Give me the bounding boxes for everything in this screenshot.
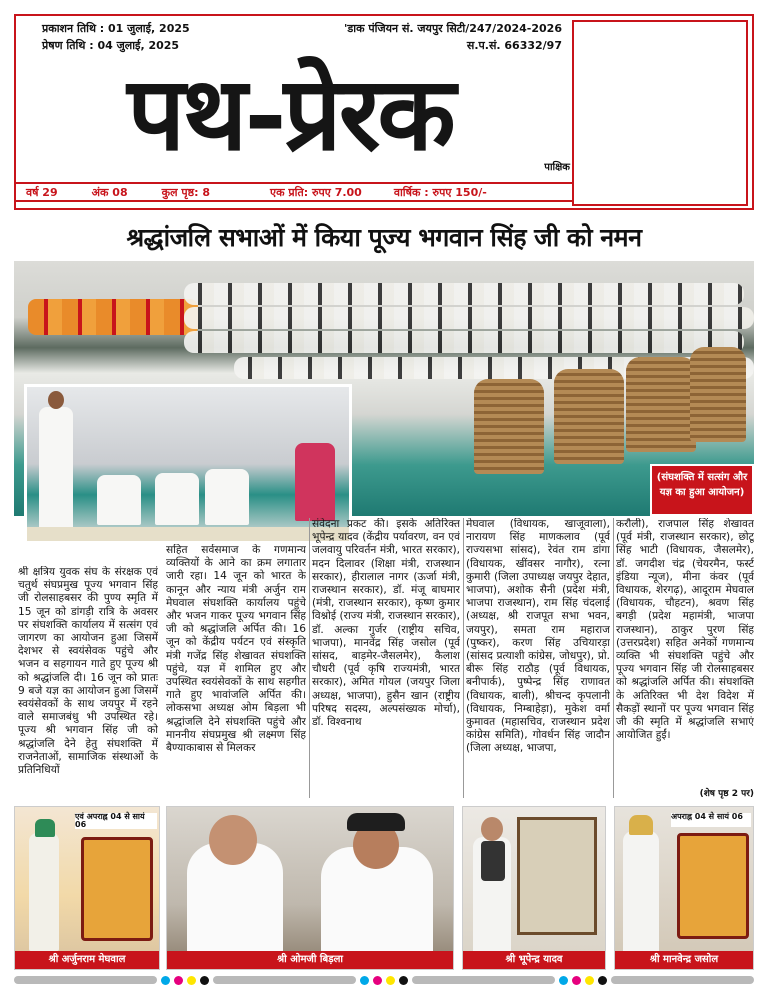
- photo-seated-person: [97, 475, 141, 525]
- photo-crowd-row: [184, 283, 744, 305]
- bottom-photo-3: [462, 806, 606, 970]
- bottom-photo-caption: श्री ओमजी बिड़ला: [167, 951, 453, 969]
- footer-rule: [611, 976, 754, 984]
- footer-rule: [14, 976, 157, 984]
- footer-rule: [213, 976, 356, 984]
- photo-crowd-row: [184, 307, 754, 329]
- footer-rule: [412, 976, 555, 984]
- magenta-dot: [174, 976, 183, 985]
- newspaper-title: पथ-प्रेरक: [127, 54, 453, 174]
- bottom-photo-caption: श्री भूपेन्द्र यादव: [463, 951, 605, 969]
- info-pages: कुल पृष्ठ: 8: [161, 185, 210, 199]
- info-annual: वार्षिक : रुपए 150/-: [393, 185, 487, 199]
- photo-person-head: [48, 391, 64, 409]
- photo-chair: [690, 347, 746, 442]
- article-column-4: मेघवाल (विधायक, खाजूवाला), नारायण सिंह माणकलाव (पूर्व राज्यसभा सांसद), रेवंत राम डांगा (विधायक, खींवसर नागौर), रत्ना कुमारी (जिला उपाध्यक्ष जयपुर देहात, भाजपा), अशोक सैनी (प्रदेश मंत्री, भाजपा राजस्थान), राम सिंह चंदलाई (अध्यक्ष, श्री राजपूत सभा भवन, जयपुर), समता राम महाराज (पुष्कर), करण सिंह उचियारड़ा (सांसद प्रत्याशी कांग्रेस, जोधपुर), प्रो. बीरू सिंह राठौड़ (पूर्व विधायक, बनीपार्क), पुष्पेन्द्र सिंह राणावत (विधायक, बाली), श्रीचन्द कृपलानी (विधायक, निम्बाहेड़ा), मुकेश वर्मा कुमावत (महासचिव, राजस्थान प्रदेश कांग्रेस समिति), गोवर्धन सिंह जादौन (जिला अध्यक्ष, भाजपा,: [466, 518, 610, 755]
- photo-seated-person: [205, 469, 249, 525]
- continued-note: (शेष पृष्ठ 2 पर): [699, 789, 754, 799]
- masthead-top: [16, 16, 572, 176]
- photo-women-row: [28, 299, 198, 335]
- publish-date: प्रकाशन तिथि : 01 जुलाई, 2025: [42, 22, 190, 35]
- article-column-3: संवेदना प्रकट की। इसके अतिरिक्त भूपेन्द्र यादव (केंद्रीय पर्यावरण, वन एवं जलवायु परिवर्तन मंत्री, भारत सरकार), मदन दिलावर (शिक्षा मंत्री, राजस्थान सरकार), हीरालाल नागर (ऊर्जा मंत्री, राजस्थान सरकार), डॉ. मंजू बाघमार (मंत्री, राजस्थान सरकार), कृष्ण कुमार विश्नोई (राज्य मंत्री, राजस्थान सरकार), डॉ. अल्का गुर्जर (राष्ट्रीय सचिव, भाजपा), मानवेंद्र सिंह जसोल (पूर्व सांसद, बाड़मेर-जैसलमेर), कैलाश चौधरी (पूर्व कृषि राज्यमंत्री, भारत सरकार), अमित गोयल (जयपुर जिला अध्यक्ष, भाजपा), हुसैन खान (राष्ट्रीय परिषद सदस्य, अल्पसंख्यक मोर्चा), डॉ. विश्वनाथ: [312, 518, 460, 729]
- photo-floor-mat: [27, 527, 349, 541]
- map-frame: [517, 817, 597, 935]
- column-divider: [463, 518, 464, 798]
- postal-registration: 'डाक पंजियन सं. जयपुर सिटी/247/2024-2026: [344, 22, 562, 35]
- photo-person: [29, 833, 59, 951]
- photo-chair: [474, 379, 544, 474]
- column-divider: [613, 518, 614, 798]
- column-divider: [309, 518, 310, 798]
- turban-icon: [629, 815, 653, 835]
- info-issue: अंक 08: [91, 185, 128, 199]
- footer-bar: [14, 974, 754, 986]
- banner-text: अपराह्न 04 से सायं 06: [671, 813, 751, 827]
- cap-icon: [347, 813, 405, 831]
- info-year: वर्ष 29: [26, 185, 58, 199]
- cyan-dot: [360, 976, 369, 985]
- bottom-photo-4: [614, 806, 754, 970]
- magenta-dot: [373, 976, 382, 985]
- headline: श्रद्धांजलि सभाओं में किया पूज्य भगवान सिंह जी को नमन: [126, 223, 642, 252]
- inset-photo: [24, 384, 352, 544]
- photo-person-head: [209, 815, 257, 865]
- photo-jacket: [481, 841, 505, 881]
- photo-crowd-row: [184, 331, 744, 353]
- bottom-photo-caption: श्री अर्जुनराम मेघवाल: [15, 951, 159, 969]
- photo-chair: [626, 357, 696, 452]
- rni-number: स.प.सं. 66332/97: [466, 39, 562, 52]
- dispatch-date: प्रेषण तिथि : 04 जुलाई, 2025: [42, 39, 180, 52]
- photo-speaker: [39, 407, 73, 533]
- main-photo-caption: (संघशक्ति में सत्संग और यज्ञ का हुआ आयोजन): [650, 464, 754, 516]
- black-dot: [399, 976, 408, 985]
- article-column-2: सहित सर्वसमाज के गणमान्य व्यक्तियों के आने का क्रम लगातार जारी रहा। 14 जून को भारत के कानून और न्याय मंत्री अर्जुन राम मेघवाल संघशक्ति कार्यालय पहुंचे और भजन गाकर पूज्य भगवान सिंह जी को श्रद्धांजलि अर्पित की। 16 जून को केंद्रीय पर्यटन एवं संस्कृति मंत्री गजेंद्र सिंह शेखावत संघशक्ति पहुंचे, यज्ञ में शामिल हुए और उपस्थित स्वयंसेवकों के साथ सहगीत गाते हुए भावांजलि अर्पित की। लोकसभा अध्यक्ष ओम बिड़ला भी श्रद्धांजलि देने संघशक्ति पहुंचे और माननीय संघप्रमुख श्री लक्ष्मण सिंह बैण्याकाबास से मिलकर: [166, 544, 306, 755]
- bottom-photo-caption: श्री मानवेन्द्र जसोल: [615, 951, 753, 969]
- bottom-photo-1: [14, 806, 160, 970]
- photo-person: [623, 831, 659, 955]
- article-column-5: करौली), राजपाल सिंह शेखावत (पूर्व मंत्री, राजस्थान सरकार), छोटू सिंह भाटी (विधायक, जैसलमेर), डॉ. जगदीश चंद्र (चेयरमैन, फर्स्ट इंडिया न्यूज), मीना कंवर (पूर्व विधायक, शेरगढ़), आदूराम मेघवाल (विधायक, चौहटन), श्रवण सिंह बगड़ी (प्रदेश महामंत्री, भाजपा राजस्थान), ठाकुर पुरण सिंह (उत्तरप्रदेश) सहित अनेकों गणमान्य व्यक्ति भी संघशक्ति पहुंचे और पूज्य भगवान सिंह जी रोलसाहबसर को श्रद्धांजलि अर्पित की। संघशक्ति के अतिरिक्त भी देश विदेश में सैकड़ों स्थानों पर पूज्य भगवान सिंह जी की स्मृति में श्रद्धांजलि सभाएं आयोजित हुईं।: [616, 518, 754, 742]
- photo-seated-person: [155, 473, 199, 525]
- masthead: [14, 14, 754, 210]
- banner-text: एवं अपराह्न 04 से सायं 06: [75, 813, 157, 829]
- cyan-dot: [161, 976, 170, 985]
- yellow-dot: [187, 976, 196, 985]
- registration-block: [344, 20, 562, 54]
- cyan-dot: [559, 976, 568, 985]
- portrait-frame: [81, 837, 153, 941]
- info-price: एक प्रति: रुपए 7.00: [269, 185, 362, 199]
- photo-chair: [554, 369, 624, 464]
- black-dot: [598, 976, 607, 985]
- yellow-dot: [386, 976, 395, 985]
- photo-person-head: [481, 817, 503, 841]
- bottom-photo-2: [166, 806, 454, 970]
- ad-box: [572, 20, 748, 206]
- magenta-dot: [572, 976, 581, 985]
- yellow-dot: [585, 976, 594, 985]
- black-dot: [200, 976, 209, 985]
- periodicity: पाक्षिक: [544, 162, 570, 173]
- photo-woman: [295, 443, 335, 521]
- article-column-1: श्री क्षत्रिय युवक संघ के संरक्षक एवं चतुर्थ संघप्रमुख पूज्य भगवान सिंह जी रोलसाहबसर की पुण्य स्मृति में 15 जून को डांगड़ी रात्रि के अवसर पर संघशक्ति कार्यालय में सत्संग एवं जागरण का आयोजन हुआ जिसमें देशभर से स्वयंसेवक पहुंचे और भजन व सहगायन गाते हुए पूज्य श्री को श्रद्धांजलि दी। 16 जून को प्रातः 9 बजे यज्ञ का आयोजन हुआ जिसमें स्वयंसेवकों के साथ जयपुर में रहने वाले समाजबंधु भी उपस्थित रहे। पूज्य श्री भगवान सिंह जी को श्रद्धांजलि देने हेतु संघशक्ति में राजनेताओं, सामाजिक संस्थाओं के प्रतिनिधियों: [18, 566, 158, 777]
- date-block: [42, 20, 190, 54]
- turban-icon: [35, 819, 55, 837]
- info-bar: [16, 182, 572, 202]
- portrait-frame: [677, 833, 749, 939]
